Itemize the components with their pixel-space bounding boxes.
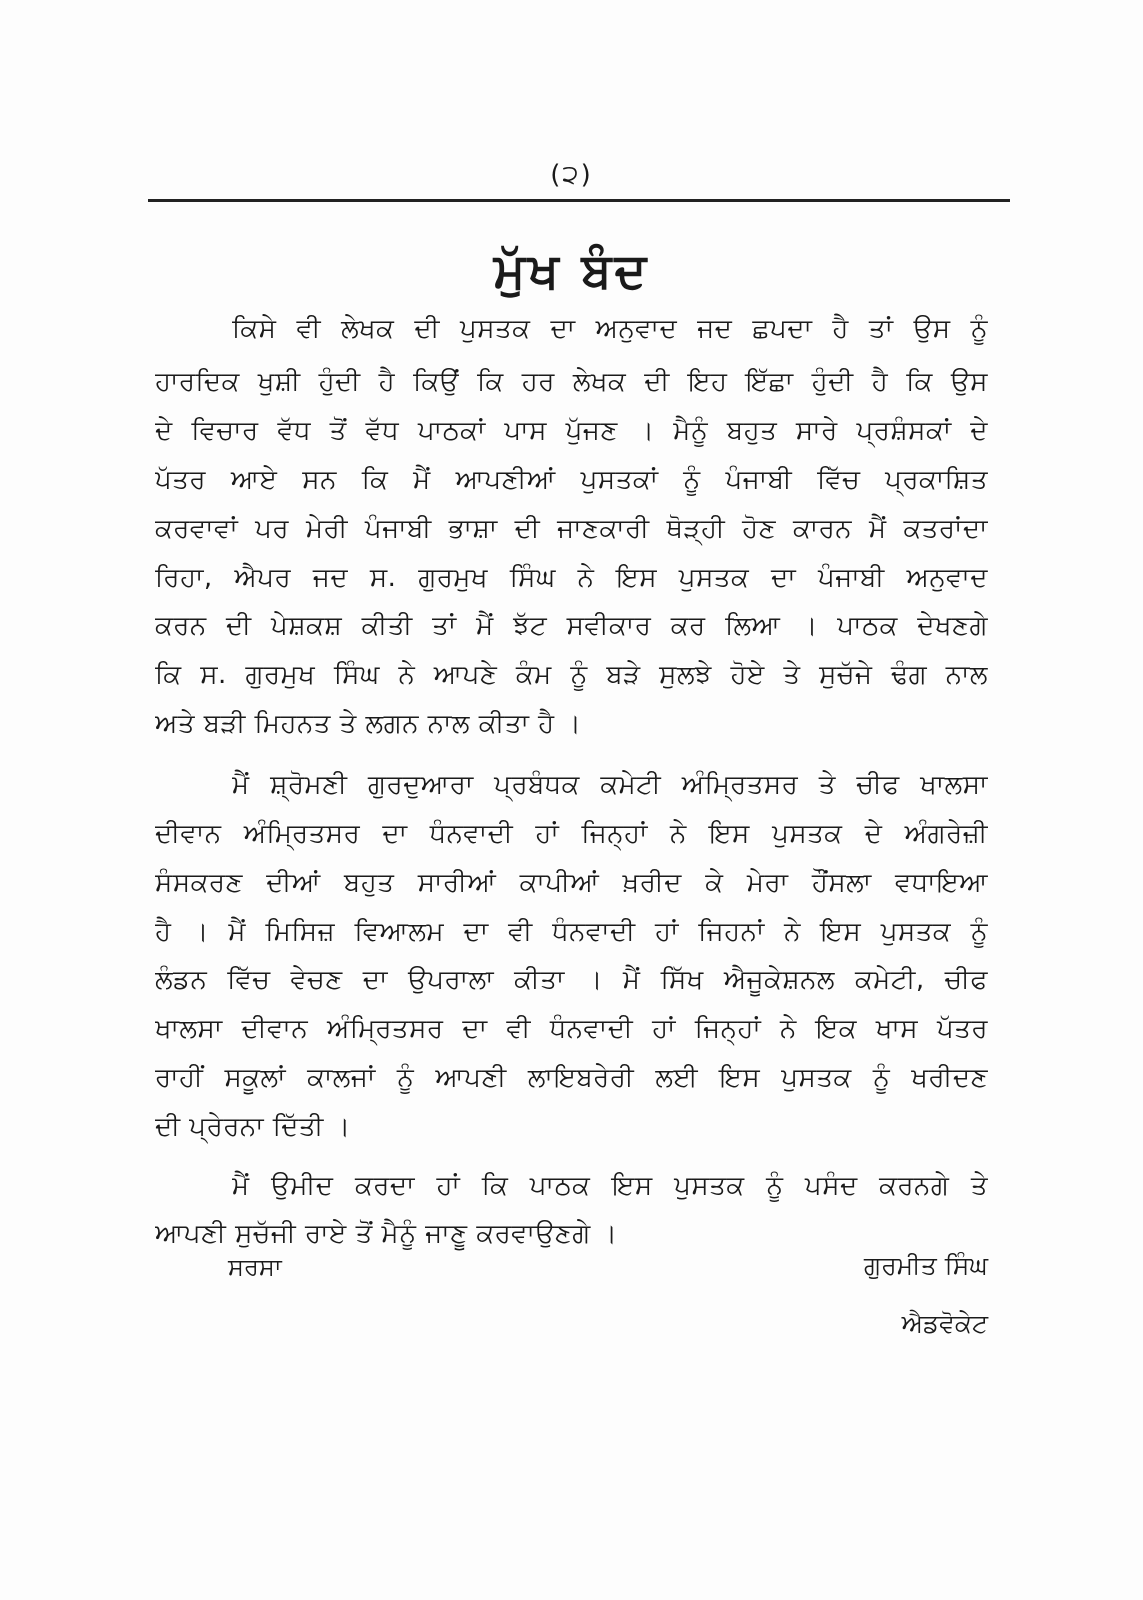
text-line: ਕਰਨ ਦੀ ਪੇਸ਼ਕਸ਼ ਕੀਤੀ ਤਾਂ ਮੈਂ ਝੱਟ ਸਵੀਕਾਰ ਕਰ ਲਿਆ । ਪਾਠਕ ਦੇਖਣਗੇ: [155, 611, 988, 641]
text-line: ਦੀਵਾਨ ਅੰਮ੍ਰਿਤਸਰ ਦਾ ਧੰਨਵਾਦੀ ਹਾਂ ਜਿਨ੍ਹਾਂ ਨੇ ਇਸ ਪੁਸਤਕ ਦੇ ਅੰਗਰੇਜ਼ੀ: [155, 819, 988, 849]
text-line: ਹੈ । ਮੈਂ ਮਿਸਿਜ਼ ਵਿਆਲਮ ਦਾ ਵੀ ਧੰਨਵਾਦੀ ਹਾਂ ਜਿਹਨਾਂ ਨੇ ਇਸ ਪੁਸਤਕ ਨੂੰ: [155, 917, 988, 947]
signature-name: ਗੁਰਮੀਤ ਸਿੰਘ: [863, 1251, 988, 1280]
text-line: ਅਤੇ ਬੜੀ ਮਿਹਨਤ ਤੇ ਲਗਨ ਨਾਲ ਕੀਤਾ ਹੈ ।: [155, 709, 582, 739]
text-line: ਖਾਲਸਾ ਦੀਵਾਨ ਅੰਮ੍ਰਿਤਸਰ ਦਾ ਵੀ ਧੰਨਵਾਦੀ ਹਾਂ ਜਿਨ੍ਹਾਂ ਨੇ ਇਕ ਖਾਸ ਪੱਤਰ: [155, 1014, 988, 1044]
text-line: ਕਰਵਾਵਾਂ ਪਰ ਮੇਰੀ ਪੰਜਾਬੀ ਭਾਸ਼ਾ ਦੀ ਜਾਣਕਾਰੀ ਥੋੜ੍ਹੀ ਹੋਣ ਕਾਰਨ ਮੈਂ ਕਤਰਾਂਦਾ: [155, 514, 988, 544]
text-line: ਕਿ ਸ. ਗੁਰਮੁਖ ਸਿੰਘ ਨੇ ਆਪਣੇ ਕੰਮ ਨੂੰ ਬੜੇ ਸੁਲਝੇ ਹੋਏ ਤੇ ਸੁਚੱਜੇ ਢੰਗ ਨਾਲ: [155, 660, 988, 690]
text-line: ਲੰਡਨ ਵਿੱਚ ਵੇਚਣ ਦਾ ਉਪਰਾਲਾ ਕੀਤਾ । ਮੈਂ ਸਿੱਖ ਐਜੂਕੇਸ਼ਨਲ ਕਮੇਟੀ, ਚੀਫ: [155, 965, 988, 995]
text-line: ਸੰਸਕਰਣ ਦੀਆਂ ਬਹੁਤ ਸਾਰੀਆਂ ਕਾਪੀਆਂ ਖ਼ਰੀਦ ਕੇ ਮੇਰਾ ਹੌਂਸਲਾ ਵਧਾਇਆ: [155, 868, 988, 898]
text-line: ਹਾਰਦਿਕ ਖੁਸ਼ੀ ਹੁੰਦੀ ਹੈ ਕਿਉਂ ਕਿ ਹਰ ਲੇਖਕ ਦੀ ਇਹ ਇੱਛਾ ਹੁੰਦੀ ਹੈ ਕਿ ਉਸ: [155, 367, 988, 397]
text-line: ਦੀ ਪ੍ਰੇਰਨਾ ਦਿੱਤੀ ।: [155, 1112, 351, 1142]
signature-place: ਸਰਸਾ: [228, 1253, 282, 1281]
text-line: ਰਿਹਾ, ਐਪਰ ਜਦ ਸ. ਗੁਰਮੁਖ ਸਿੰਘ ਨੇ ਇਸ ਪੁਸਤਕ ਦਾ ਪੰਜਾਬੀ ਅਨੁਵਾਦ: [155, 563, 988, 593]
text-line: ਦੇ ਵਿਚਾਰ ਵੱਧ ਤੋਂ ਵੱਧ ਪਾਠਕਾਂ ਪਾਸ ਪੁੱਜਣ । ਮੈਨੂੰ ਬਹੁਤ ਸਾਰੇ ਪ੍ਰਸ਼ੰਸਕਾਂ ਦੇ: [155, 416, 988, 446]
header-rule: [148, 199, 1010, 202]
page-number: (੨): [550, 160, 593, 190]
text-line: ਮੈਂ ਉਮੀਦ ਕਰਦਾ ਹਾਂ ਕਿ ਪਾਠਕ ਇਸ ਪੁਸਤਕ ਨੂੰ ਪਸੰਦ ਕਰਨਗੇ ਤੇ: [232, 1171, 988, 1201]
text-line: ਰਾਹੀਂ ਸਕੂਲਾਂ ਕਾਲਜਾਂ ਨੂੰ ਆਪਣੀ ਲਾਇਬਰੇਰੀ ਲਈ ਇਸ ਪੁਸਤਕ ਨੂੰ ਖਰੀਦਣ: [155, 1063, 988, 1093]
signature-title: ਐਡਵੋਕੇਟ: [901, 1309, 988, 1338]
text-line: ਪੱਤਰ ਆਏ ਸਨ ਕਿ ਮੈਂ ਆਪਣੀਆਂ ਪੁਸਤਕਾਂ ਨੂੰ ਪੰਜਾਬੀ ਵਿੱਚ ਪ੍ਰਕਾਸ਼ਿਤ: [155, 465, 988, 495]
text-line: ਕਿਸੇ ਵੀ ਲੇਖਕ ਦੀ ਪੁਸਤਕ ਦਾ ਅਨੁਵਾਦ ਜਦ ਛਪਦਾ ਹੈ ਤਾਂ ਉਸ ਨੂੰ: [232, 314, 988, 344]
text-line: ਮੈਂ ਸ਼੍ਰੋਮਣੀ ਗੁਰਦੁਆਰਾ ਪ੍ਰਬੰਧਕ ਕਮੇਟੀ ਅੰਮ੍ਰਿਤਸਰ ਤੇ ਚੀਫ ਖਾਲਸਾ: [232, 770, 988, 800]
text-line: ਆਪਣੀ ਸੁਚੱਜੀ ਰਾਏ ਤੋਂ ਮੈਨੂੰ ਜਾਣੂ ਕਰਵਾਉਣਗੇ ।: [155, 1219, 618, 1249]
page-title: ਮੁੱਖ ਬੰਦ: [493, 243, 650, 299]
